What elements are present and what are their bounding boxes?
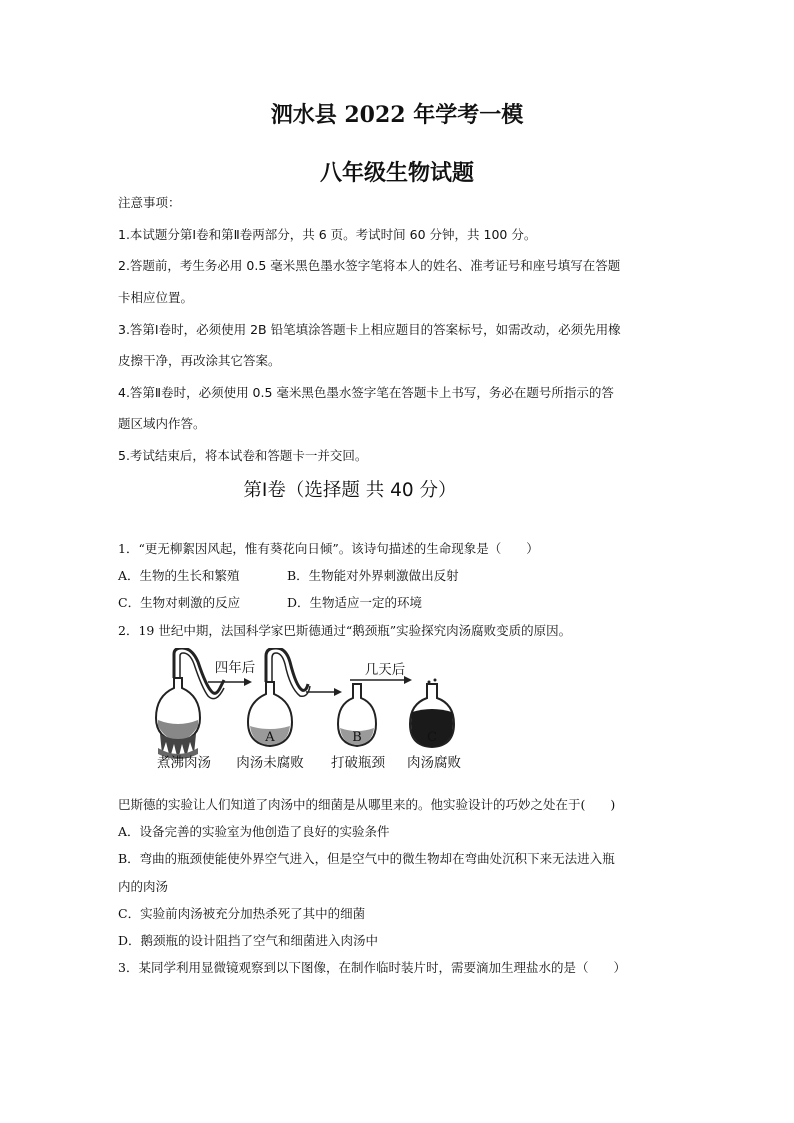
note-line: 2.答题前，考生务必用 0.5 毫米黑色墨水签字笔将本人的姓名、准考证号和座号填写在答题 [118, 258, 621, 273]
flask-c-letter: C [427, 730, 437, 745]
note-line: 4.答第Ⅱ卷时，必须使用 0.5 毫米黑色墨水签字笔在答题卡上书写，务必在题号所指示的答 [118, 385, 614, 400]
swan-neck-flask-figure [150, 648, 480, 773]
caption-break-neck: 打破瓶颈 [331, 755, 385, 771]
exam-title: 泗水县 2022 年学考一模 [270, 102, 524, 128]
section-title: 第Ⅰ卷（选择题 共 40 分） [243, 480, 457, 501]
note-line: 皮擦干净，再改涂其它答案。 [118, 353, 281, 368]
q2-option-a: A．设备完善的实验室为他创造了良好的实验条件 [118, 824, 390, 839]
q1-option-a: A．生物的生长和繁殖 [118, 568, 240, 583]
flask-b-letter: B [352, 730, 362, 745]
note-line: 3.答第Ⅰ卷时，必须使用 2B 铅笔填涂答题卡上相应题目的答案标号，如需改动，必须先用橡 [118, 322, 621, 337]
q1-option-b: B．生物能对外界刺激做出反射 [287, 568, 459, 583]
caption-spoiled: 肉汤腐败 [407, 755, 461, 771]
exam-subtitle: 八年级生物试题 [319, 160, 474, 186]
arrow-1-head [244, 678, 252, 686]
flask-a-letter: A [265, 730, 275, 745]
question-1-stem: 1．“更无柳絮因风起，惟有葵花向日倾”。该诗句描述的生命现象是（ ） [118, 541, 539, 556]
note-line: 5.考试结束后，将本试卷和答题卡一并交回。 [118, 448, 368, 463]
q1-option-c: C．生物对刺激的反应 [118, 595, 241, 610]
note-line: 卡相应位置。 [118, 290, 194, 305]
q2-option-b-cont: 内的肉汤 [118, 879, 169, 894]
q2-option-c: C．实验前肉汤被充分加热杀死了其中的细菌 [118, 906, 366, 921]
note-line: 1.本试题分第Ⅰ卷和第Ⅱ卷两部分，共 6 页。考试时间 60 分钟，共 100 分。 [118, 227, 537, 242]
q2-option-b: B．弯曲的瓶颈使能使外界空气进入，但是空气中的微生物却在弯曲处沉积下来无法进入瓶 [118, 851, 615, 866]
caption-boiling: 煮沸肉汤 [157, 755, 211, 771]
arrow-1-label: 四年后 [214, 660, 256, 676]
question-3-stem: 3．某同学利用显微镜观察到以下图像，在制作临时装片时，需要滴加生理盐水的是（ ） [118, 960, 626, 975]
q1-option-d: D．生物适应一定的环境 [287, 595, 423, 610]
question-2-text: 巴斯德的实验让人们知道了肉汤中的细菌是从哪里来的。他实验设计的巧妙之处在于( ) [118, 797, 616, 812]
caption-not-spoiled: 肉汤未腐败 [236, 755, 304, 771]
notes-heading: 注意事项： [118, 195, 181, 210]
arrow-2-head [334, 688, 342, 696]
note-line: 题区域内作答。 [118, 416, 206, 431]
question-2-stem: 2．19 世纪中期，法国科学家巴斯德通过“鹅颈瓶”实验探究肉汤腐败变质的原因。 [118, 623, 572, 638]
arrow-3-label: 几天后 [364, 662, 406, 678]
q2-option-d: D．鹅颈瓶的设计阻挡了空气和细菌进入肉汤中 [118, 933, 379, 948]
